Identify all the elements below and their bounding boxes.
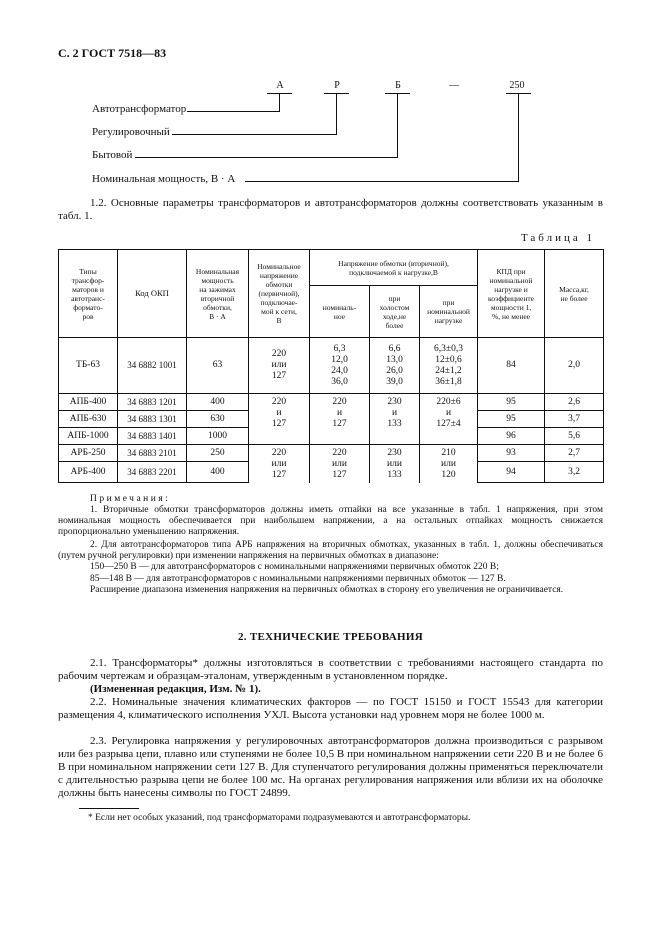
label-household: Бытовой xyxy=(92,149,133,161)
header-power: Номинальная мощность на зажимах вторичной обмотки, В · А xyxy=(187,250,249,338)
paragraph-2-2: 2.2. Номинальные значения климатических факторов — по ГОСТ 15150 и ГОСТ 15543 для категории размещения 4, климатического исполнения УХЛ. Высота установки над уровнем моря не более 1000 м. xyxy=(58,696,603,721)
paragraph-2-3: 2.3. Регулировка напряжения у регулировочных автотрансформаторов должна производиться с разрывом или без разрыва цепи, плавно или ступенями не более 10,5 В при номинальном напряжении сети 220 В и не более 6 В при номинальном напряжении сети 127 В. Для ступенчатого регулирования должны применяться переключатели с длительностью разрыва цепи не более 100 мс. На органах регулирования напряжения или вблизи их на оболочке должны быть нанесены символы по ГОСТ 24899. xyxy=(58,735,603,799)
label-regulating: Регулировочный xyxy=(92,126,170,138)
header-kpd: КПД при номинальной нагрузке и коэффициенте мощности 1, %, не менее xyxy=(478,250,545,338)
paragraph-2-1-edit: (Измененная редакция, Изм. № 1). xyxy=(90,683,261,695)
table-row: АПБ-400 34 6883 1201 400 220 и 127 220 и 127 230 и 133 220±6 и 127±4 95 2,6 xyxy=(59,394,604,411)
header-sec-nominal: номиналь- ное xyxy=(310,286,370,338)
code-power: 250 xyxy=(509,80,525,91)
notes-title: Примечания: xyxy=(90,494,171,504)
leader-line xyxy=(172,134,337,135)
header-primary: Номинальное напряжение обмотки (первичной), подключае- мой к сети, В xyxy=(249,250,310,338)
footnote: * Если нет особых указаний, под трансформаторами подразумеваются и автотрансформаторы. xyxy=(88,813,471,823)
connector-line xyxy=(336,94,337,134)
label-rated-power: Номинальная мощность, В · А xyxy=(92,173,236,185)
connector-line xyxy=(518,94,519,181)
paragraph-2-1: 2.1. Трансформаторы* должны изготовляться в соответствии с требованиями настоящего стандарта по рабочим чертежам и образцам-эталонам, утвержденным в установленном порядке. xyxy=(58,657,603,682)
connector-line xyxy=(397,94,398,157)
table-row: АПБ-1000 34 6883 1401 1000 96 5,6 xyxy=(59,428,604,445)
code-r: Р xyxy=(334,80,340,91)
page-header: С. 2 ГОСТ 7518—83 xyxy=(58,46,167,60)
code-dash: — xyxy=(449,80,459,91)
header-sec-load: при номинальной нагрузке xyxy=(420,286,478,338)
table-row: АПБ-630 34 6883 1301 630 95 3,7 xyxy=(59,411,604,428)
note-2-extension: Расширение диапазона изменения напряжения на первичных обмотках в сторону его увеличения не ограничивается. xyxy=(90,585,564,595)
code-b: Б xyxy=(395,80,401,91)
header-okp: Код ОКП xyxy=(118,250,187,338)
section-2-title: 2. ТЕХНИЧЕСКИЕ ТРЕБОВАНИЯ xyxy=(238,631,423,643)
header-type: Типы трансфор- маторов и автотранс- формато- ров xyxy=(59,250,118,338)
table-row: АРБ-250 34 6883 2101 250 220 или 127 220 или 127 230 или 133 210 или 120 93 2,7 xyxy=(59,445,604,462)
footnote-separator xyxy=(79,808,139,809)
table-caption: Таблица 1 xyxy=(520,232,595,244)
note-2-range-127: 85—148 В — для автотрансформаторов с номинальными напряжениями первичных обмоток — 127 В. xyxy=(90,574,506,584)
header-sec-idle: при холостом ходе,не более xyxy=(370,286,420,338)
header-secondary-group: Напряжение обмотки (вторичной), подключаемой к нагрузке,В xyxy=(310,250,478,286)
paragraph-1-2: 1.2. Основные параметры трансформаторов и автотрансформаторов должны соответствовать указанным в табл. 1. xyxy=(58,197,603,222)
header-mass: Масса,кг, не более xyxy=(545,250,604,338)
leader-line xyxy=(135,157,398,158)
leader-line xyxy=(187,111,280,112)
leader-line xyxy=(245,181,519,182)
table-row: АРБ-400 34 6883 2201 400 94 3,2 xyxy=(59,462,604,483)
connector-line xyxy=(279,94,280,111)
note-2: 2. Для автотрансформаторов типа АРБ напряжения на вторичных обмотках, указанных в табл. 1, должны обеспечиваться (путем ручной регулировки) при изменении напряжения на первичных обмотках в диапазоне: xyxy=(58,540,603,561)
note-1: 1. Вторичные обмотки трансформаторов должны иметь отпайки на все указанные в табл. 1 напряжения, при этом номинальная мощность обеспечивается при наибольшем напряжении, а на остальных отпайках мощность снижается пропорционально уменьшению напряжения. xyxy=(58,505,603,537)
table-row: ТБ-63 34 6882 1001 63 220 или 127 6,3 12,0 24,0 36,0 6,6 13,0 26,0 39,0 6,3±0,3 12±0,6 24±1,2 36±1,8 84 2,0 xyxy=(59,338,604,394)
label-autotransformer: Автотрансформатор xyxy=(92,103,187,115)
note-2-range-220: 150—250 В — для автотрансформаторов с номинальными напряжениями первичных обмоток 220 В; xyxy=(90,562,499,572)
code-a: А xyxy=(276,80,284,91)
parameters-table xyxy=(58,249,604,483)
